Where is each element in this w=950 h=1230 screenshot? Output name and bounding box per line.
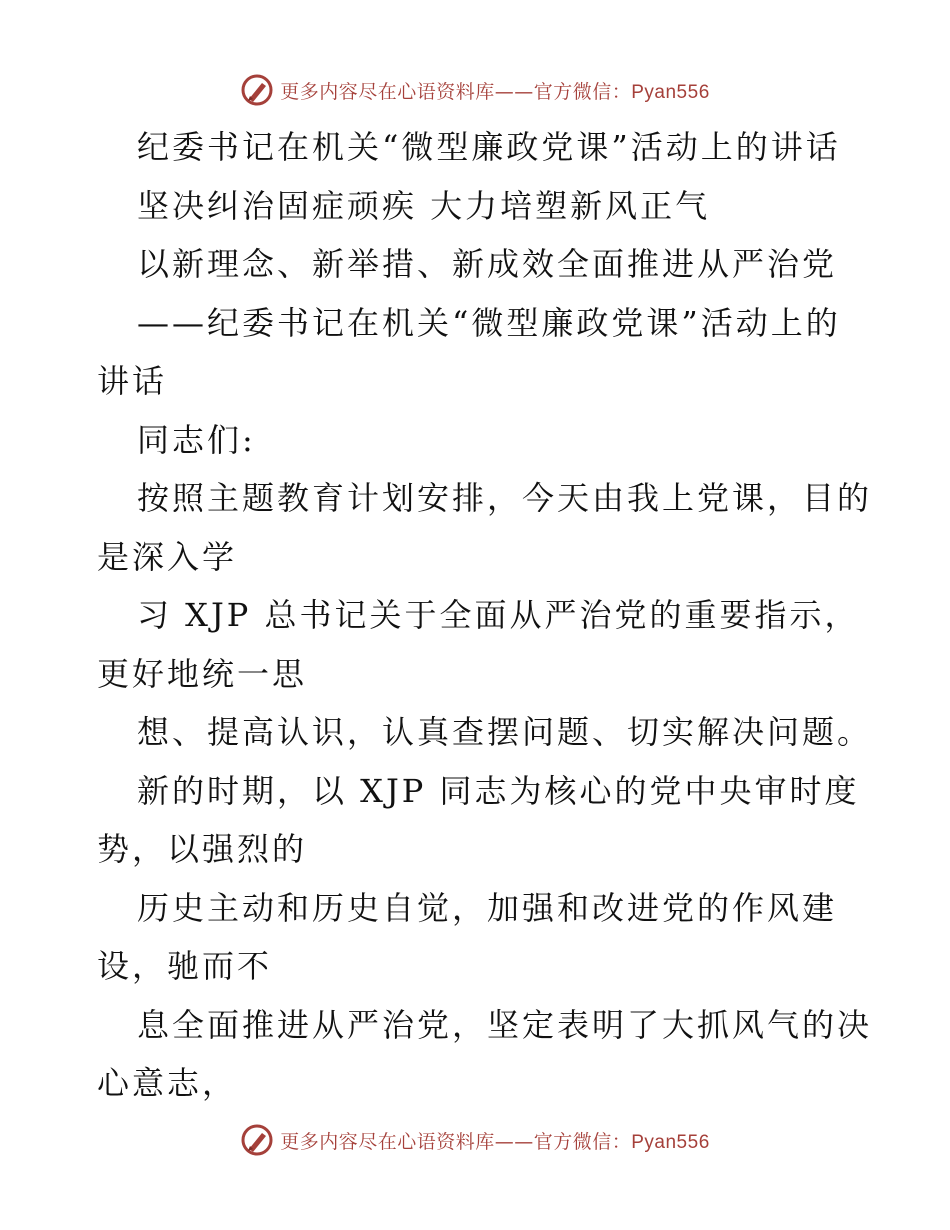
doc-subheading: 以新理念、新举措、新成效全面推进从严治党 [137,245,838,283]
doc-paragraph-line: 势，以强烈的 [97,830,308,868]
doc-paragraph-line: 心意志， [97,1064,238,1102]
doc-byline: ——纪委书记在机关“微型廉政党课”活动上的 [137,303,841,342]
doc-paragraph-line: 是深入学 [97,537,238,576]
doc-paragraph-line: 想、提高认识，认真查摆问题、切实解决问题。 [137,713,873,751]
doc-heading: 坚决纠治固症顽疾 大力培塑新风正气 [137,186,711,225]
doc-salutation: 同志们: [137,420,256,459]
watermark-banner-bottom [0,1120,950,1160]
doc-paragraph-line: 习 XJP 总书记关于全面从严治党的重要指示， [137,596,860,634]
doc-paragraph-line: 历史主动和历史自觉，加强和改进党的作风建 [137,888,838,927]
watermark-text: 更多内容尽在心语资料库——官方微信：Pyan556 [280,80,710,103]
doc-title: 纪委书记在机关“微型廉政党课”活动上的讲话 [137,128,841,166]
pen-logo-icon [240,73,274,107]
doc-paragraph-line: 新的时期，以 XJP 同志为核心的党中央审时度 [137,771,860,810]
doc-paragraph-line: 设，驰而不 [97,947,273,985]
watermark-text: 更多内容尽在心语资料库——官方微信：Pyan556 [280,1130,710,1153]
doc-paragraph-line: 更好地统一思 [97,654,308,693]
document-body [97,118,873,1113]
doc-paragraph-line: 息全面推进从严治党，坚定表明了大抓风气的决 [137,1005,873,1044]
watermark-banner-top [0,70,950,110]
doc-byline-cont: 讲话 [97,362,168,400]
doc-paragraph-line: 按照主题教育计划安排，今天由我上党课，目的 [137,479,873,517]
pen-logo-icon [240,1123,274,1157]
